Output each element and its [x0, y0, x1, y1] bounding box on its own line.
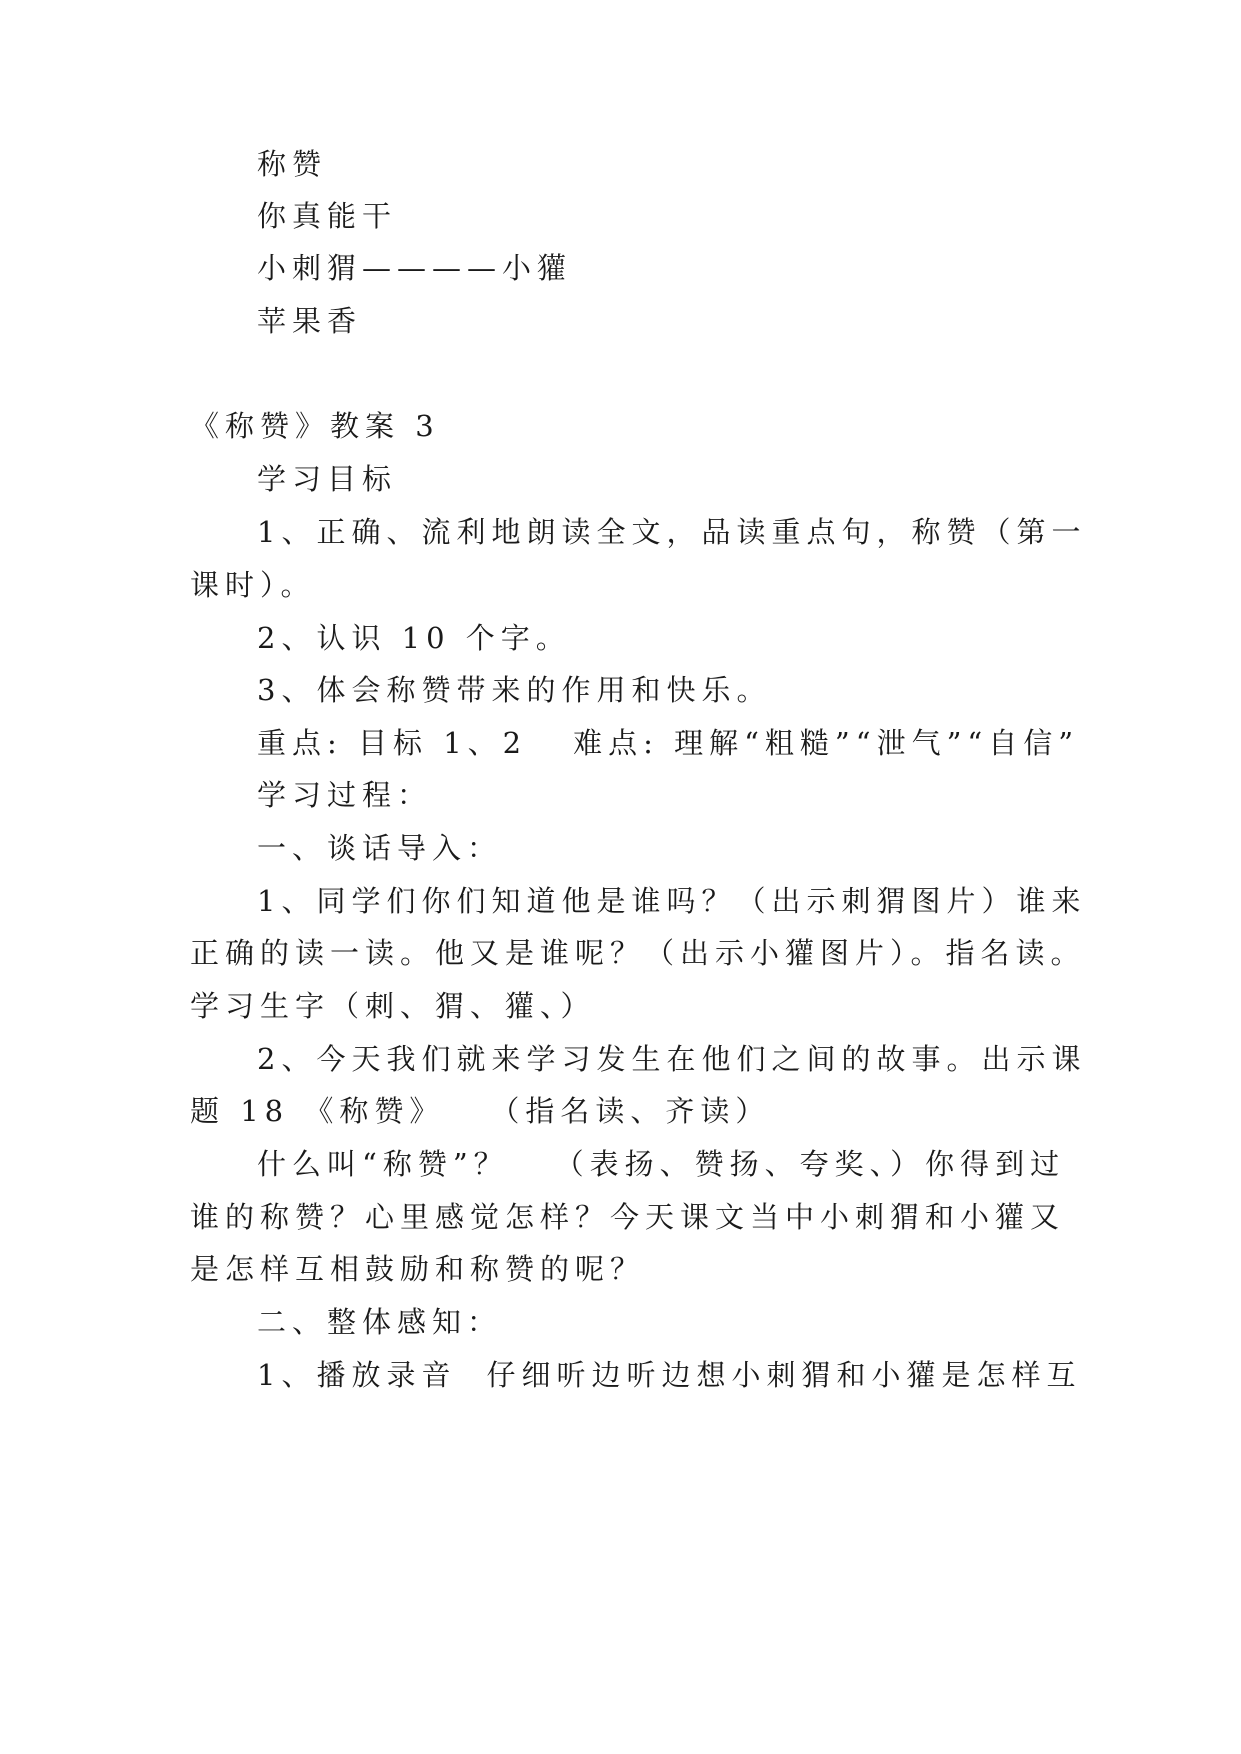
goal-1-line-1: 1、正确、流利地朗读全文，品读重点句，称赞（第一 — [257, 515, 1087, 549]
paragraph-2-line-1: 2、今天我们就来学习发生在他们之间的故事。出示课 — [257, 1042, 1087, 1076]
lesson-topic: 题 18 《称赞》 — [190, 1094, 445, 1128]
paragraph-1-line-3: 学习生字（刺、猬、獾、） — [190, 989, 596, 1023]
goals-heading: 学习目标 — [257, 462, 398, 496]
top-line-characters: 小刺猬————小獾 — [257, 251, 573, 285]
reading-note: （指名读、齐读） — [490, 1094, 771, 1128]
paragraph-4-line-1 — [257, 1357, 1082, 1393]
top-line-praise: 你真能干 — [257, 199, 398, 233]
paragraph-1-line-2: 正确的读一读。他又是谁呢？（出示小獾图片）。指名读。 — [190, 936, 1086, 970]
play-recording: 1、播放录音 — [257, 1358, 457, 1392]
paragraph-2-line-2 — [190, 1093, 1050, 1129]
listening-instruction: 仔细听边听边想小刺猬和小獾是怎样互 — [486, 1358, 1082, 1392]
question-tail: （表扬、赞扬、夸奖、）你得到过 — [554, 1147, 1066, 1181]
paragraph-3-line-3: 是怎样互相鼓励和称赞的呢？ — [190, 1252, 646, 1286]
key-point: 重点: 目标 1、2 — [257, 726, 528, 760]
section-2-heading: 二、整体感知： — [257, 1305, 503, 1339]
goal-1-line-2: 课时）。 — [190, 568, 316, 602]
section-1-heading: 一、谈话导入： — [257, 831, 503, 865]
lesson-title: 《称赞》教案 3 — [190, 409, 440, 443]
paragraph-3-line-1 — [257, 1146, 1066, 1182]
question-praise: 什么叫“称赞”？ — [257, 1147, 509, 1181]
paragraph-1-line-1: 1、同学们你们知道他是谁吗？（出示刺猬图片）谁来 — [257, 884, 1087, 918]
top-line-apple: 苹果香 — [257, 304, 363, 338]
top-line-title: 称赞 — [257, 147, 328, 181]
goal-2: 2、认识 10 个字。 — [257, 621, 571, 655]
difficulty: 难点: 理解“粗糙”“泄气”“自信” — [573, 726, 1080, 760]
paragraph-3-line-2: 谁的称赞？心里感觉怎样？今天课文当中小刺猬和小獾又 — [190, 1200, 1066, 1234]
key-and-difficulty-line — [257, 725, 1080, 761]
goal-3: 3、体会称赞带来的作用和快乐。 — [257, 673, 772, 707]
process-heading: 学习过程： — [257, 778, 433, 812]
